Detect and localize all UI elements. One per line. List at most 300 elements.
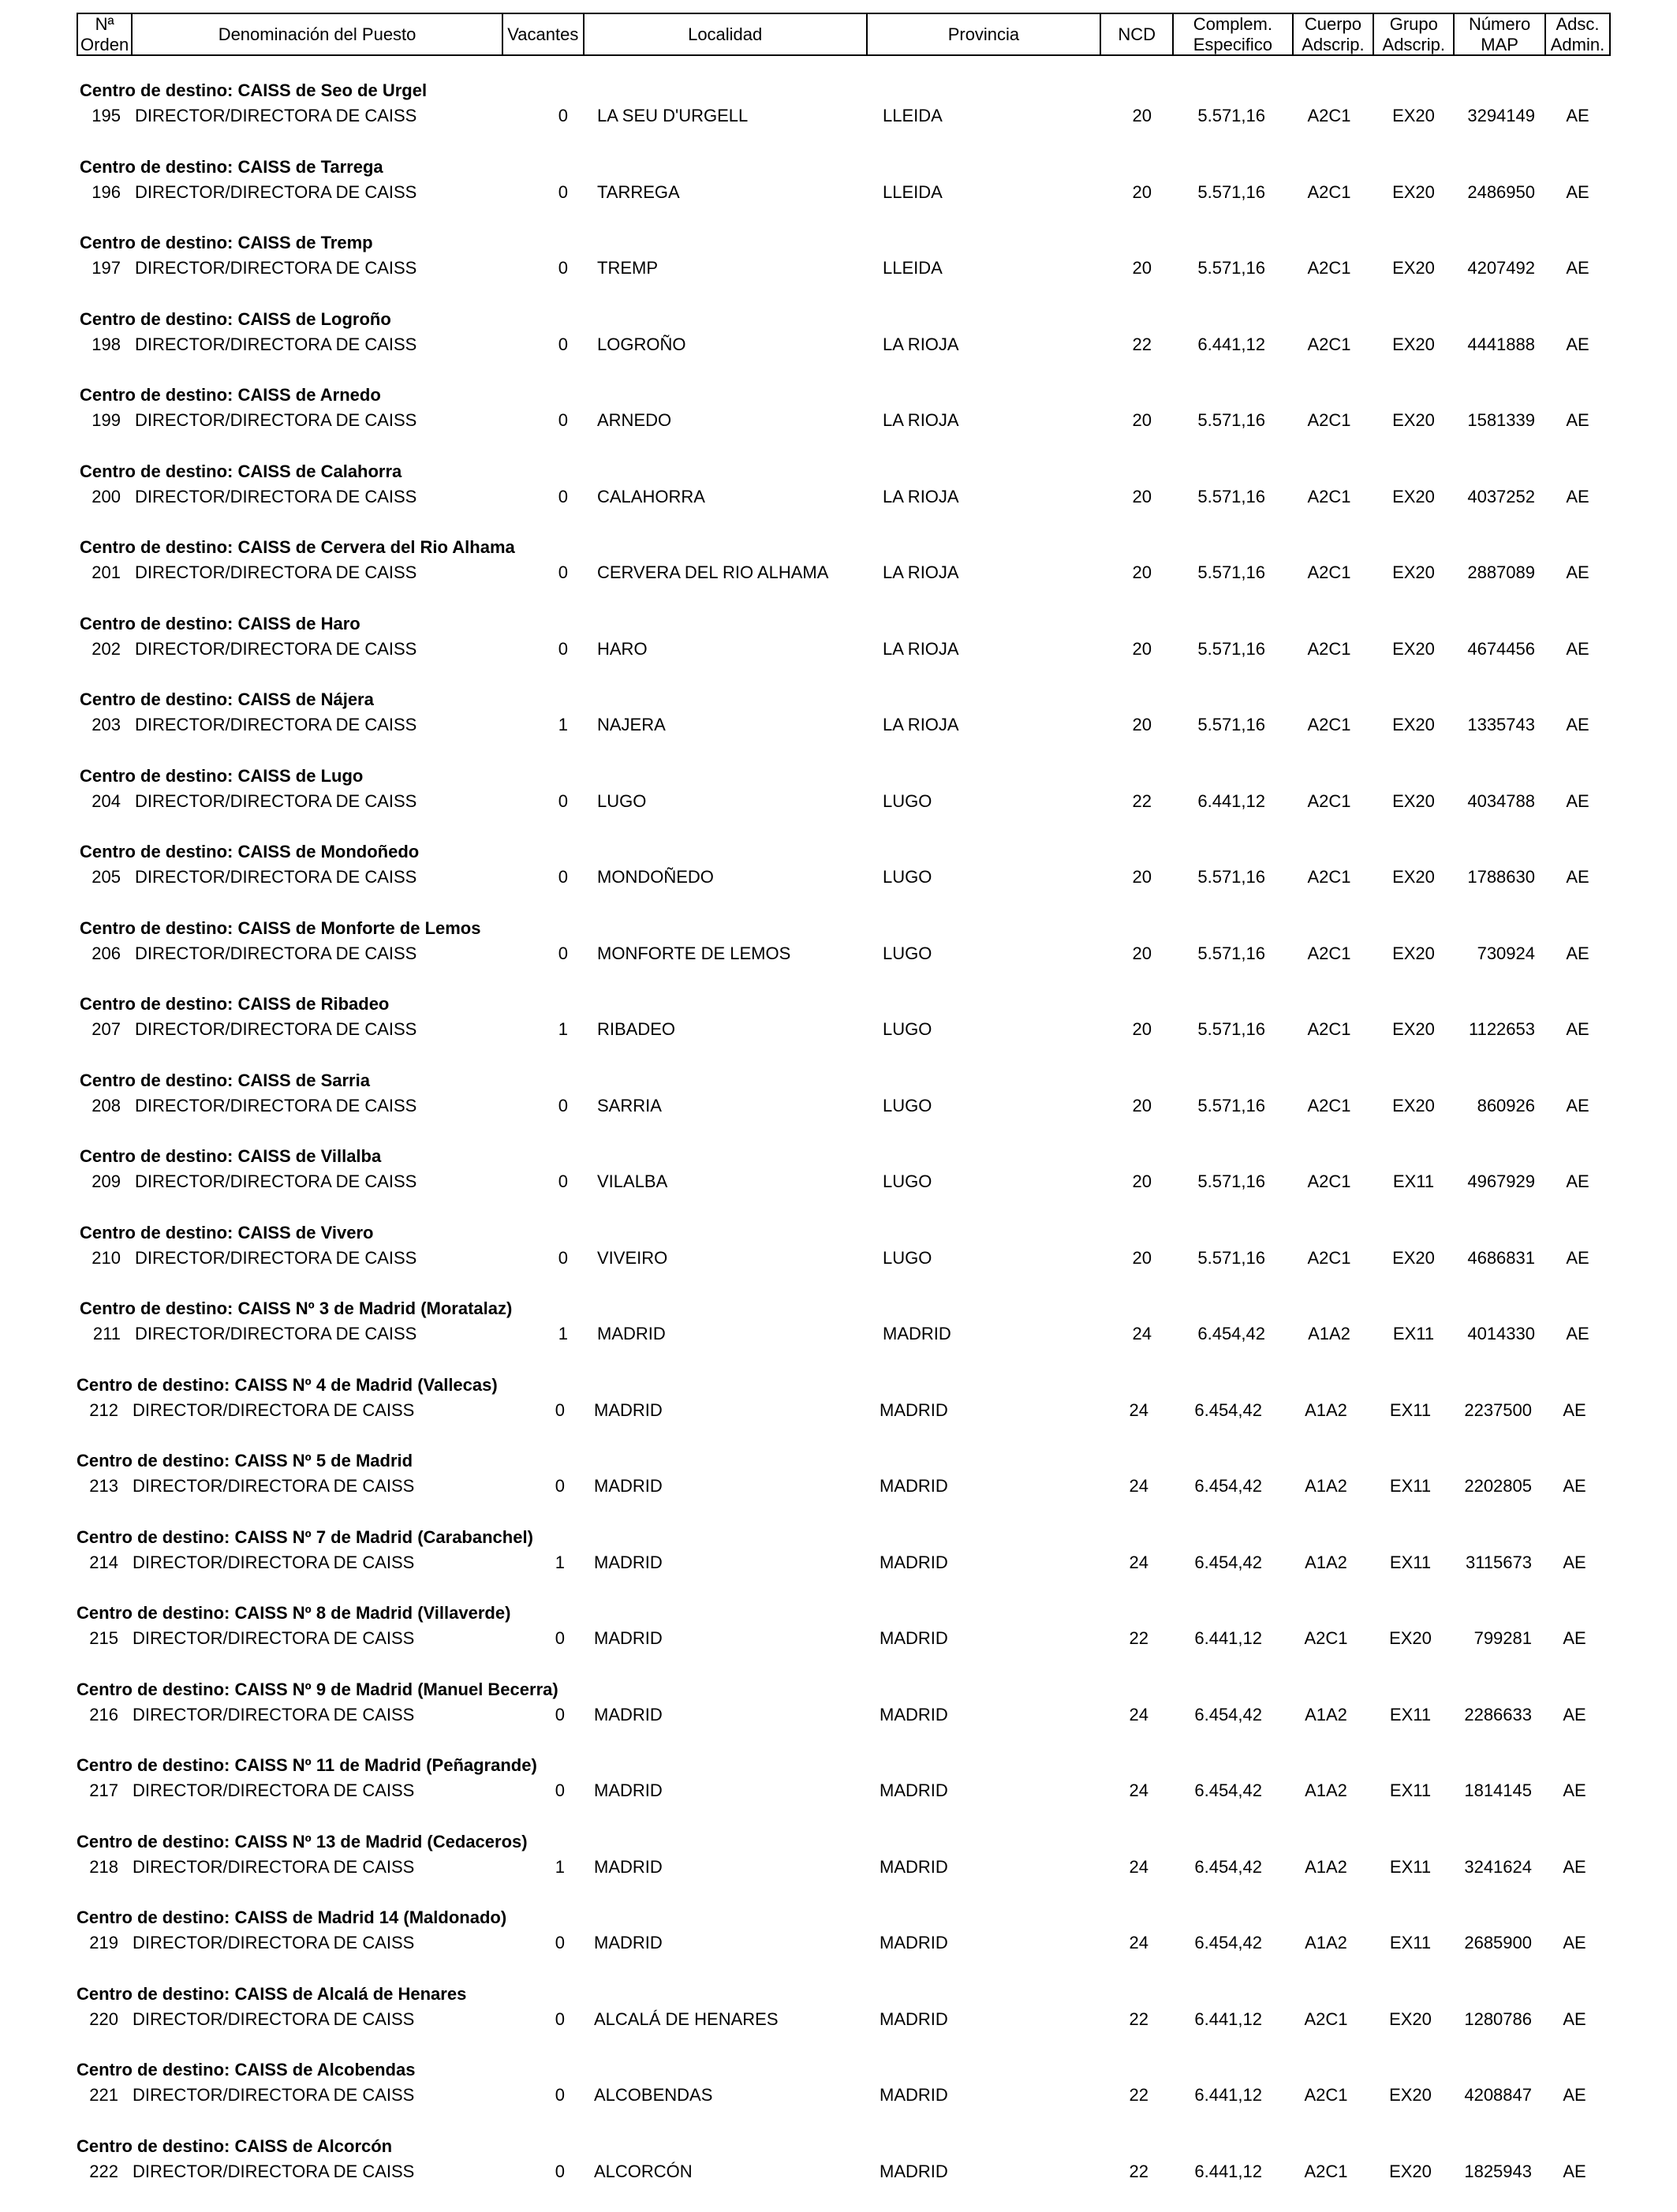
cell-cuerpo: A2C1 (1307, 1095, 1351, 1115)
table-row (0, 614, 1677, 689)
center-title: Centro de destino: CAISS Nº 3 de Madrid (Moratalaz) (80, 1298, 513, 1318)
cell-puesto: DIRECTOR/DIRECTORA DE CAISS (135, 181, 417, 202)
cell-complemento: 6.454,42 (1194, 1552, 1262, 1572)
cell-cuerpo: A1A2 (1308, 1324, 1350, 1343)
cell-map: 2685900 (1464, 1933, 1532, 1952)
cell-vacantes: 1 (558, 1324, 568, 1343)
cell-vacantes: 0 (558, 1247, 568, 1268)
cell-ncd: 20 (1132, 181, 1152, 202)
cell-provincia: LLEIDA (883, 181, 943, 202)
cell-complemento: 5.571,16 (1197, 1095, 1265, 1115)
cell-provincia: MADRID (880, 1933, 948, 1952)
cell-puesto: DIRECTOR/DIRECTORA DE CAISS (135, 1171, 417, 1191)
cell-cuerpo: A1A2 (1305, 1399, 1347, 1420)
cell-provincia: MADRID (880, 1552, 948, 1572)
cell-puesto: DIRECTOR/DIRECTORA DE CAISS (133, 1476, 415, 1496)
cell-orden: 213 (89, 1476, 118, 1496)
cell-puesto: DIRECTOR/DIRECTORA DE CAISS (135, 943, 417, 963)
cell-grupo: EX11 (1389, 1933, 1432, 1952)
position-line (0, 1476, 1677, 1500)
cell-adsc: AE (1566, 106, 1589, 125)
cell-cuerpo: A1A2 (1305, 1933, 1347, 1952)
cell-vacantes: 0 (558, 181, 568, 202)
cell-complemento: 5.571,16 (1197, 1019, 1265, 1039)
cell-adsc: AE (1563, 1780, 1586, 1800)
cell-grupo: EX20 (1392, 943, 1435, 963)
cell-cuerpo: A1A2 (1305, 1704, 1347, 1724)
cell-provincia: LA RIOJA (883, 715, 959, 734)
header-map: Número MAP (1455, 14, 1546, 54)
cell-orden: 199 (92, 410, 121, 430)
cell-grupo: EX20 (1389, 1628, 1432, 1648)
cell-grupo: EX20 (1392, 106, 1435, 125)
cell-grupo: EX20 (1389, 2085, 1432, 2105)
cell-localidad: MADRID (594, 1780, 663, 1800)
cell-vacantes: 0 (558, 258, 568, 278)
cell-puesto: DIRECTOR/DIRECTORA DE CAISS (135, 867, 417, 887)
center-title: Centro de destino: CAISS Nº 13 de Madrid (Cedaceros) (77, 1831, 528, 1851)
cell-complemento: 5.571,16 (1197, 1247, 1265, 1268)
cell-grupo: EX20 (1392, 486, 1435, 506)
table-row (0, 842, 1677, 917)
cell-grupo: EX20 (1392, 410, 1435, 430)
cell-orden: 209 (92, 1171, 121, 1191)
header-adsc: Adsc. Admin. (1550, 14, 1605, 54)
cell-grupo: EX20 (1392, 790, 1435, 811)
cell-complemento: 6.454,42 (1194, 1476, 1262, 1496)
cell-orden: 220 (89, 2008, 118, 2029)
header-cuerpo: Cuerpo Adscrip. (1294, 14, 1375, 54)
cell-provincia: LUGO (883, 1171, 932, 1191)
cell-map: 4208847 (1464, 2085, 1532, 2105)
cell-ncd: 20 (1132, 638, 1152, 659)
cell-map: 3115673 (1465, 1552, 1532, 1572)
position-line (0, 943, 1677, 967)
cell-orden: 201 (92, 562, 121, 582)
cell-provincia: LUGO (883, 1019, 932, 1039)
center-title: Centro de destino: CAISS de Mondoñedo (80, 842, 420, 861)
cell-localidad: MADRID (594, 1399, 663, 1420)
center-title: Centro de destino: CAISS Nº 8 de Madrid (Villaverde) (77, 1603, 511, 1623)
cell-localidad: ALCOBENDAS (594, 2085, 713, 2105)
cell-cuerpo: A2C1 (1307, 562, 1351, 582)
cell-ncd: 20 (1132, 562, 1152, 582)
cell-adsc: AE (1563, 2008, 1586, 2029)
table-row (0, 461, 1677, 537)
cell-ncd: 20 (1132, 1247, 1152, 1268)
cell-vacantes: 0 (558, 638, 568, 659)
cell-provincia: MADRID (880, 2085, 948, 2105)
table-row (0, 1832, 1677, 1907)
cell-localidad: VIVEIRO (597, 1247, 668, 1268)
cell-complemento: 6.441,12 (1194, 2008, 1262, 2029)
cell-complemento: 5.571,16 (1197, 486, 1265, 506)
cell-complemento: 5.571,16 (1197, 943, 1265, 963)
table-row (0, 1375, 1677, 1451)
cell-adsc: AE (1566, 1324, 1589, 1343)
cell-puesto: DIRECTOR/DIRECTORA DE CAISS (135, 1247, 417, 1268)
cell-ncd: 22 (1129, 1628, 1149, 1648)
cell-adsc: AE (1563, 1399, 1586, 1420)
position-line (0, 1096, 1677, 1119)
cell-provincia: LA RIOJA (883, 410, 959, 430)
cell-vacantes: 0 (558, 943, 568, 963)
center-title: Centro de destino: CAISS de Ribadeo (80, 994, 390, 1014)
table-row (0, 689, 1677, 765)
cell-vacantes: 0 (555, 2008, 565, 2029)
table-row (0, 157, 1677, 233)
table-row (0, 233, 1677, 308)
cell-localidad: ARNEDO (597, 410, 672, 430)
cell-orden: 200 (92, 486, 121, 506)
cell-map: 2202805 (1464, 1476, 1532, 1496)
cell-ncd: 24 (1129, 1399, 1149, 1420)
cell-cuerpo: A2C1 (1307, 258, 1351, 278)
cell-adsc: AE (1566, 486, 1589, 506)
cell-vacantes: 0 (558, 106, 568, 125)
cell-cuerpo: A2C1 (1304, 2161, 1348, 2181)
cell-map: 3294149 (1467, 106, 1535, 125)
cell-orden: 204 (92, 790, 121, 811)
cell-ncd: 20 (1132, 1019, 1152, 1039)
cell-provincia: MADRID (880, 2161, 948, 2181)
cell-map: 4207492 (1467, 258, 1535, 278)
cell-grupo: EX20 (1392, 334, 1435, 354)
cell-puesto: DIRECTOR/DIRECTORA DE CAISS (133, 2161, 415, 2181)
center-title: Centro de destino: CAISS de Nájera (80, 689, 374, 709)
cell-localidad: SARRIA (597, 1095, 662, 1115)
cell-localidad: RIBADEO (597, 1019, 676, 1039)
position-line (0, 487, 1677, 510)
cell-puesto: DIRECTOR/DIRECTORA DE CAISS (133, 1399, 415, 1420)
cell-localidad: MADRID (594, 1856, 663, 1877)
cell-vacantes: 0 (558, 562, 568, 582)
cell-grupo: EX20 (1392, 258, 1435, 278)
cell-vacantes: 1 (555, 1552, 565, 1572)
cell-ncd: 24 (1129, 1476, 1149, 1496)
cell-ncd: 20 (1132, 486, 1152, 506)
header-grupo: Grupo Adscrip. (1374, 14, 1455, 54)
cell-ncd: 22 (1132, 790, 1152, 811)
table-row (0, 2136, 1677, 2212)
table-row (0, 766, 1677, 842)
cell-orden: 207 (92, 1019, 121, 1039)
center-title: Centro de destino: CAISS Nº 11 de Madrid (Peñagrande) (77, 1755, 537, 1775)
cell-vacantes: 0 (555, 1704, 565, 1724)
cell-orden: 211 (92, 1324, 121, 1343)
cell-adsc: AE (1566, 943, 1589, 963)
center-title: Centro de destino: CAISS de Monforte de Lemos (80, 917, 481, 938)
cell-cuerpo: A1A2 (1305, 1780, 1347, 1800)
cell-puesto: DIRECTOR/DIRECTORA DE CAISS (133, 2008, 415, 2029)
cell-map: 1581339 (1467, 410, 1535, 430)
table-row (0, 1603, 1677, 1679)
cell-ncd: 20 (1132, 1171, 1152, 1191)
cell-adsc: AE (1563, 2085, 1586, 2105)
cell-map: 1788630 (1467, 867, 1535, 887)
cell-provincia: LUGO (883, 943, 932, 963)
cell-cuerpo: A2C1 (1304, 2008, 1348, 2029)
cell-grupo: EX20 (1392, 562, 1435, 582)
cell-orden: 202 (92, 638, 121, 659)
cell-orden: 205 (92, 867, 121, 887)
cell-localidad: MONDOÑEDO (597, 867, 714, 887)
cell-adsc: AE (1563, 1476, 1586, 1496)
cell-map: 730924 (1477, 943, 1535, 963)
table-row (0, 1298, 1677, 1374)
table-row (0, 385, 1677, 461)
position-line (0, 1400, 1677, 1424)
cell-grupo: EX11 (1389, 1552, 1432, 1572)
cell-orden: 218 (89, 1856, 118, 1877)
cell-grupo: EX11 (1392, 1324, 1435, 1343)
cell-grupo: EX11 (1389, 1780, 1432, 1800)
position-line (0, 1780, 1677, 1804)
header-vacantes: Vacantes (503, 14, 585, 54)
cell-grupo: EX20 (1392, 1019, 1435, 1039)
cell-complemento: 5.571,16 (1197, 867, 1265, 887)
cell-grupo: EX11 (1389, 1399, 1432, 1420)
cell-grupo: EX11 (1389, 1704, 1432, 1724)
position-line (0, 106, 1677, 129)
cell-cuerpo: A2C1 (1307, 943, 1351, 963)
position-line (0, 182, 1677, 206)
cell-vacantes: 1 (558, 1019, 568, 1039)
cell-cuerpo: A2C1 (1304, 2085, 1348, 2105)
cell-map: 1280786 (1464, 2008, 1532, 2029)
cell-ncd: 24 (1129, 1856, 1149, 1877)
cell-localidad: MADRID (594, 1476, 663, 1496)
cell-complemento: 5.571,16 (1197, 410, 1265, 430)
position-line (0, 1705, 1677, 1728)
cell-puesto: DIRECTOR/DIRECTORA DE CAISS (133, 1856, 415, 1877)
cell-localidad: CERVERA DEL RIO ALHAMA (597, 562, 829, 582)
position-line (0, 2162, 1677, 2185)
cell-localidad: MADRID (594, 1933, 663, 1952)
cell-complemento: 6.454,42 (1194, 1704, 1262, 1724)
cell-ncd: 20 (1132, 867, 1152, 887)
cell-map: 4674456 (1467, 638, 1535, 659)
cell-grupo: EX11 (1392, 1171, 1435, 1191)
cell-orden: 203 (92, 715, 121, 734)
header-orden: Nª Orden (78, 14, 133, 54)
cell-map: 2237500 (1464, 1399, 1532, 1420)
position-line (0, 1171, 1677, 1195)
cell-map: 2486950 (1467, 181, 1535, 202)
table-row (0, 1984, 1677, 2060)
cell-map: 4014330 (1467, 1324, 1535, 1343)
cell-provincia: LUGO (883, 1095, 932, 1115)
cell-map: 4037252 (1467, 486, 1535, 506)
cell-adsc: AE (1563, 1856, 1586, 1877)
table-row (0, 1907, 1677, 1983)
cell-adsc: AE (1566, 1019, 1589, 1039)
cell-ncd: 22 (1129, 2085, 1149, 2105)
cell-ncd: 20 (1132, 410, 1152, 430)
cell-provincia: MADRID (880, 1856, 948, 1877)
cell-localidad: VILALBA (597, 1171, 668, 1191)
cell-map: 4967929 (1467, 1171, 1535, 1191)
cell-adsc: AE (1563, 2161, 1586, 2181)
cell-localidad: MADRID (594, 1704, 663, 1724)
cell-complemento: 5.571,16 (1197, 562, 1265, 582)
cell-vacantes: 0 (555, 1476, 565, 1496)
position-line (0, 791, 1677, 815)
cell-orden: 208 (92, 1095, 121, 1115)
center-title: Centro de destino: CAISS de Villalba (80, 1146, 382, 1166)
cell-adsc: AE (1563, 1704, 1586, 1724)
cell-map: 1122653 (1468, 1019, 1535, 1039)
cell-ncd: 24 (1129, 1933, 1149, 1952)
cell-provincia: LA RIOJA (883, 334, 959, 354)
cell-map: 2286633 (1464, 1704, 1532, 1724)
header-complemento: Complem. Especifico (1174, 14, 1293, 54)
center-title: Centro de destino: CAISS de Alcorcón (77, 2135, 393, 2156)
cell-complemento: 5.571,16 (1197, 106, 1265, 125)
cell-grupo: EX20 (1392, 638, 1435, 659)
table-row (0, 1071, 1677, 1146)
cell-puesto: DIRECTOR/DIRECTORA DE CAISS (133, 1704, 415, 1724)
position-line (0, 1857, 1677, 1881)
cell-provincia: MADRID (883, 1324, 951, 1343)
cell-ncd: 24 (1129, 1780, 1149, 1800)
cell-grupo: EX20 (1389, 2161, 1432, 2181)
cell-puesto: DIRECTOR/DIRECTORA DE CAISS (135, 562, 417, 582)
cell-puesto: DIRECTOR/DIRECTORA DE CAISS (135, 638, 417, 659)
cell-adsc: AE (1566, 638, 1589, 659)
cell-vacantes: 1 (558, 715, 568, 734)
cell-cuerpo: A2C1 (1307, 410, 1351, 430)
cell-puesto: DIRECTOR/DIRECTORA DE CAISS (135, 258, 417, 278)
position-line (0, 258, 1677, 282)
position-line (0, 2085, 1677, 2109)
cell-complemento: 6.454,42 (1194, 1933, 1262, 1952)
cell-adsc: AE (1566, 1095, 1589, 1115)
center-title: Centro de destino: CAISS de Logroño (80, 308, 391, 329)
cell-localidad: LOGROÑO (597, 334, 686, 354)
cell-complemento: 6.454,42 (1197, 1324, 1265, 1343)
table-row (0, 537, 1677, 613)
cell-provincia: LLEIDA (883, 258, 943, 278)
cell-vacantes: 0 (558, 790, 568, 811)
cell-cuerpo: A2C1 (1307, 486, 1351, 506)
header-ncd: NCD (1101, 14, 1174, 54)
header-puesto: Denominación del Puesto (133, 14, 503, 54)
table-row (0, 1680, 1677, 1755)
cell-ncd: 24 (1129, 1552, 1149, 1572)
center-title: Centro de destino: CAISS de Tarrega (80, 156, 383, 177)
center-title: Centro de destino: CAISS de Cervera del Rio Alhama (80, 537, 515, 557)
cell-vacantes: 0 (558, 1095, 568, 1115)
table-header (77, 13, 1611, 56)
cell-puesto: DIRECTOR/DIRECTORA DE CAISS (135, 486, 417, 506)
cell-vacantes: 0 (555, 1933, 565, 1952)
cell-orden: 197 (92, 258, 121, 278)
table-row (0, 1527, 1677, 1603)
cell-orden: 219 (89, 1933, 118, 1952)
cell-orden: 216 (89, 1704, 118, 1724)
cell-puesto: DIRECTOR/DIRECTORA DE CAISS (135, 410, 417, 430)
cell-grupo: EX20 (1389, 2008, 1432, 2029)
cell-adsc: AE (1566, 790, 1589, 811)
center-title: Centro de destino: CAISS Nº 4 de Madrid (Vallecas) (77, 1374, 498, 1395)
cell-vacantes: 0 (558, 334, 568, 354)
table-row (0, 309, 1677, 385)
cell-adsc: AE (1566, 410, 1589, 430)
center-title: Centro de destino: CAISS de Alcobendas (77, 2060, 416, 2079)
cell-puesto: DIRECTOR/DIRECTORA DE CAISS (133, 1780, 415, 1800)
table-row (0, 2060, 1677, 2135)
cell-ncd: 20 (1132, 258, 1152, 278)
cell-provincia: LUGO (883, 790, 932, 811)
table-row (0, 918, 1677, 994)
cell-cuerpo: A1A2 (1305, 1476, 1347, 1496)
cell-orden: 214 (89, 1552, 118, 1572)
cell-provincia: LUGO (883, 867, 932, 887)
center-title: Centro de destino: CAISS de Calahorra (80, 461, 402, 481)
cell-puesto: DIRECTOR/DIRECTORA DE CAISS (133, 1628, 415, 1648)
header-localidad: Localidad (585, 14, 868, 54)
cell-vacantes: 0 (555, 2085, 565, 2105)
cell-adsc: AE (1566, 181, 1589, 202)
cell-grupo: EX11 (1389, 1476, 1432, 1496)
cell-map: 4686831 (1467, 1247, 1535, 1268)
cell-map: 3241624 (1464, 1856, 1532, 1877)
cell-cuerpo: A2C1 (1304, 1628, 1348, 1648)
cell-localidad: NAJERA (597, 715, 666, 734)
cell-provincia: MADRID (880, 1476, 948, 1496)
cell-localidad: MADRID (597, 1324, 666, 1343)
cell-localidad: MONFORTE DE LEMOS (597, 943, 791, 963)
table-row (0, 80, 1677, 156)
center-title: Centro de destino: CAISS de Tremp (80, 233, 373, 252)
cell-provincia: LA RIOJA (883, 486, 959, 506)
cell-localidad: CALAHORRA (597, 486, 705, 506)
position-line (0, 410, 1677, 434)
center-title: Centro de destino: CAISS de Lugo (80, 765, 364, 786)
cell-localidad: LUGO (597, 790, 647, 811)
center-title: Centro de destino: CAISS de Vivero (80, 1222, 374, 1242)
center-title: Centro de destino: CAISS de Haro (80, 613, 360, 633)
table-row (0, 994, 1677, 1070)
cell-cuerpo: A1A2 (1305, 1856, 1347, 1877)
cell-complemento: 6.441,12 (1194, 1628, 1262, 1648)
cell-ncd: 20 (1132, 106, 1152, 125)
cell-vacantes: 0 (558, 486, 568, 506)
cell-orden: 212 (89, 1399, 118, 1420)
cell-provincia: MADRID (880, 1780, 948, 1800)
cell-map: 1814145 (1464, 1780, 1532, 1800)
cell-ncd: 20 (1132, 943, 1152, 963)
table-row (0, 1451, 1677, 1526)
cell-provincia: MADRID (880, 1704, 948, 1724)
cell-orden: 198 (92, 334, 121, 354)
cell-localidad: MADRID (594, 1628, 663, 1648)
cell-grupo: EX20 (1392, 867, 1435, 887)
cell-cuerpo: A2C1 (1307, 715, 1351, 734)
cell-puesto: DIRECTOR/DIRECTORA DE CAISS (135, 1095, 417, 1115)
table-row (0, 1223, 1677, 1298)
cell-puesto: DIRECTOR/DIRECTORA DE CAISS (135, 790, 417, 811)
cell-cuerpo: A2C1 (1307, 181, 1351, 202)
cell-localidad: ALCORCÓN (594, 2161, 693, 2181)
cell-grupo: EX20 (1392, 715, 1435, 734)
cell-map: 860926 (1477, 1095, 1535, 1115)
cell-complemento: 5.571,16 (1197, 258, 1265, 278)
cell-orden: 222 (89, 2161, 118, 2181)
cell-grupo: EX20 (1392, 181, 1435, 202)
center-title: Centro de destino: CAISS de Seo de Urgel (80, 80, 428, 100)
